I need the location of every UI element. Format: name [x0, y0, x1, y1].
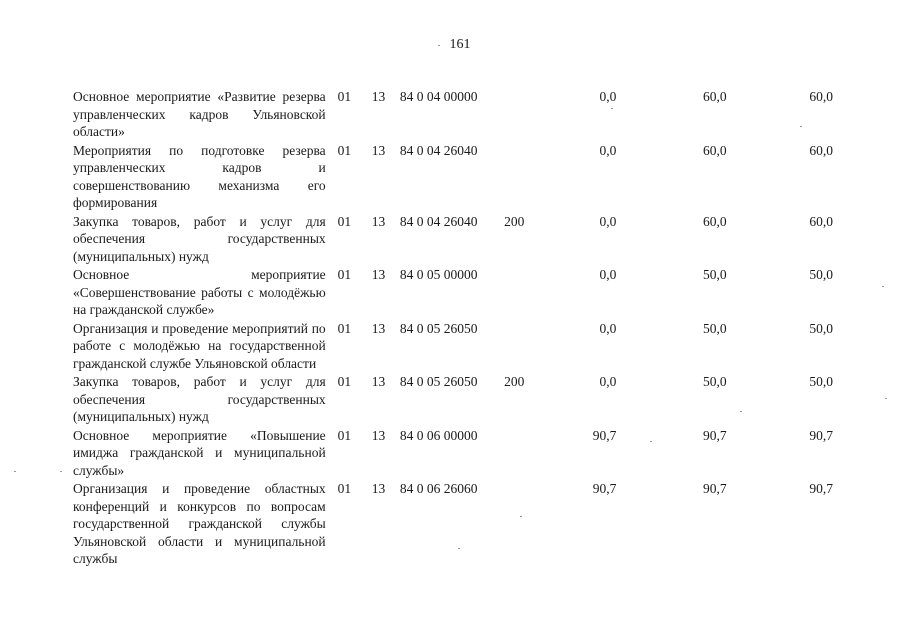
- row-name: Организация и проведение областных конференций и конкурсов по вопросам государственной гражданской службы Ульяновской области и муниципальной службы: [73, 481, 326, 566]
- scan-speck: [740, 411, 742, 412]
- row-amount-2: 90,7: [703, 481, 727, 496]
- row-amount-3: 60,0: [809, 142, 833, 158]
- row-amount-1: 0,0: [599, 89, 617, 104]
- row-amount-3: 60,0: [809, 213, 833, 229]
- row-subsection-code: 13: [371, 142, 386, 158]
- scan-speck: [520, 516, 522, 517]
- row-amount-3: 60,0: [809, 89, 833, 104]
- row-amount-1: 0,0: [599, 213, 617, 229]
- row-amount-1: 90,7: [592, 481, 617, 496]
- row-subsection-code: 13: [371, 374, 386, 389]
- row-target-article: 84 0 04 26040: [399, 142, 478, 158]
- row-amount-1: 0,0: [599, 142, 617, 158]
- row-name: Основное мероприятие «Повышение имиджа гражданской и муниципальной службы»: [73, 427, 326, 478]
- row-expense-type: 200: [504, 213, 525, 229]
- row-subsection-code: 13: [371, 481, 386, 496]
- row-amount-3: 50,0: [809, 320, 833, 336]
- row-amount-2: 50,0: [703, 320, 727, 336]
- row-target-article: 84 0 06 26060: [399, 481, 478, 496]
- row-subsection-code: 13: [371, 320, 386, 336]
- budget-table: [73, 88, 833, 569]
- row-section-code: 01: [337, 427, 352, 443]
- scan-speck: [60, 471, 62, 472]
- scan-speck: [882, 286, 884, 287]
- row-subsection-code: 13: [371, 427, 386, 443]
- scan-speck: [458, 548, 460, 549]
- row-subsection-code: 13: [371, 89, 386, 104]
- table-row: [73, 373, 833, 427]
- row-section-code: 01: [337, 374, 352, 389]
- row-subsection-code: 13: [371, 267, 386, 282]
- table-row: [73, 266, 833, 320]
- scan-speck: [14, 471, 16, 472]
- row-name: Закупка товаров, работ и услуг для обеспечения государственных (муниципальных) нужд: [73, 374, 326, 424]
- scan-speck: [800, 126, 802, 127]
- row-amount-1: 0,0: [599, 374, 617, 389]
- row-expense-type: [504, 320, 544, 374]
- table-row: [73, 213, 833, 267]
- row-amount-2: 60,0: [703, 142, 727, 158]
- row-amount-1: 0,0: [599, 267, 617, 282]
- scan-speck: [650, 441, 652, 442]
- row-name: Мероприятия по подготовке резерва управленческих кадров и совершенствованию механизма его формирования: [73, 142, 326, 210]
- row-target-article: 84 0 05 26050: [399, 320, 478, 336]
- row-amount-1: 0,0: [599, 320, 617, 336]
- row-expense-type: [504, 266, 544, 320]
- scan-speck: [611, 108, 613, 109]
- row-name: Организация и проведение мероприятий по работе с молодёжью на государственной гражданской службе Ульяновской области: [73, 320, 326, 371]
- row-amount-3: 90,7: [809, 481, 833, 496]
- row-amount-3: 50,0: [809, 374, 833, 389]
- row-name: Закупка товаров, работ и услуг для обеспечения государственных (муниципальных) нужд: [73, 213, 326, 264]
- table-row: [73, 320, 833, 374]
- scan-speck: [885, 398, 887, 399]
- row-section-code: 01: [337, 142, 352, 158]
- row-amount-2: 50,0: [703, 374, 727, 389]
- page-number: 161: [449, 37, 471, 52]
- row-name: Основное мероприятие «Развитие резерва управленческих кадров Ульяновской области»: [73, 89, 326, 139]
- row-section-code: 01: [337, 481, 352, 496]
- row-amount-2: 60,0: [703, 213, 727, 229]
- row-amount-1: 90,7: [592, 427, 617, 443]
- table-row: [73, 142, 833, 213]
- row-amount-2: 60,0: [703, 89, 727, 104]
- row-section-code: 01: [337, 267, 352, 282]
- budget-table-body: [73, 88, 833, 569]
- row-expense-type: [504, 142, 544, 213]
- row-expense-type: 200: [504, 374, 525, 389]
- row-amount-2: 50,0: [703, 267, 727, 282]
- table-row: [73, 427, 833, 481]
- row-target-article: 84 0 04 00000: [399, 89, 478, 104]
- row-amount-3: 90,7: [809, 427, 833, 443]
- row-expense-type: [504, 480, 544, 569]
- row-target-article: 84 0 06 00000: [399, 427, 478, 443]
- row-section-code: 01: [337, 320, 352, 336]
- table-row: [73, 480, 833, 569]
- row-expense-type: [504, 427, 544, 481]
- row-amount-3: 50,0: [809, 267, 833, 282]
- row-amount-2: 90,7: [703, 427, 727, 443]
- scan-speck: [438, 45, 440, 46]
- row-target-article: 84 0 05 00000: [399, 267, 478, 282]
- row-name: Основное мероприятие «Совершенствование работы с молодёжью на гражданской службе»: [73, 267, 326, 317]
- row-section-code: 01: [337, 89, 352, 104]
- table-row: [73, 88, 833, 142]
- row-target-article: 84 0 04 26040: [399, 213, 478, 229]
- row-subsection-code: 13: [371, 213, 386, 229]
- row-section-code: 01: [337, 213, 352, 229]
- row-expense-type: [504, 88, 544, 142]
- row-target-article: 84 0 05 26050: [399, 374, 478, 389]
